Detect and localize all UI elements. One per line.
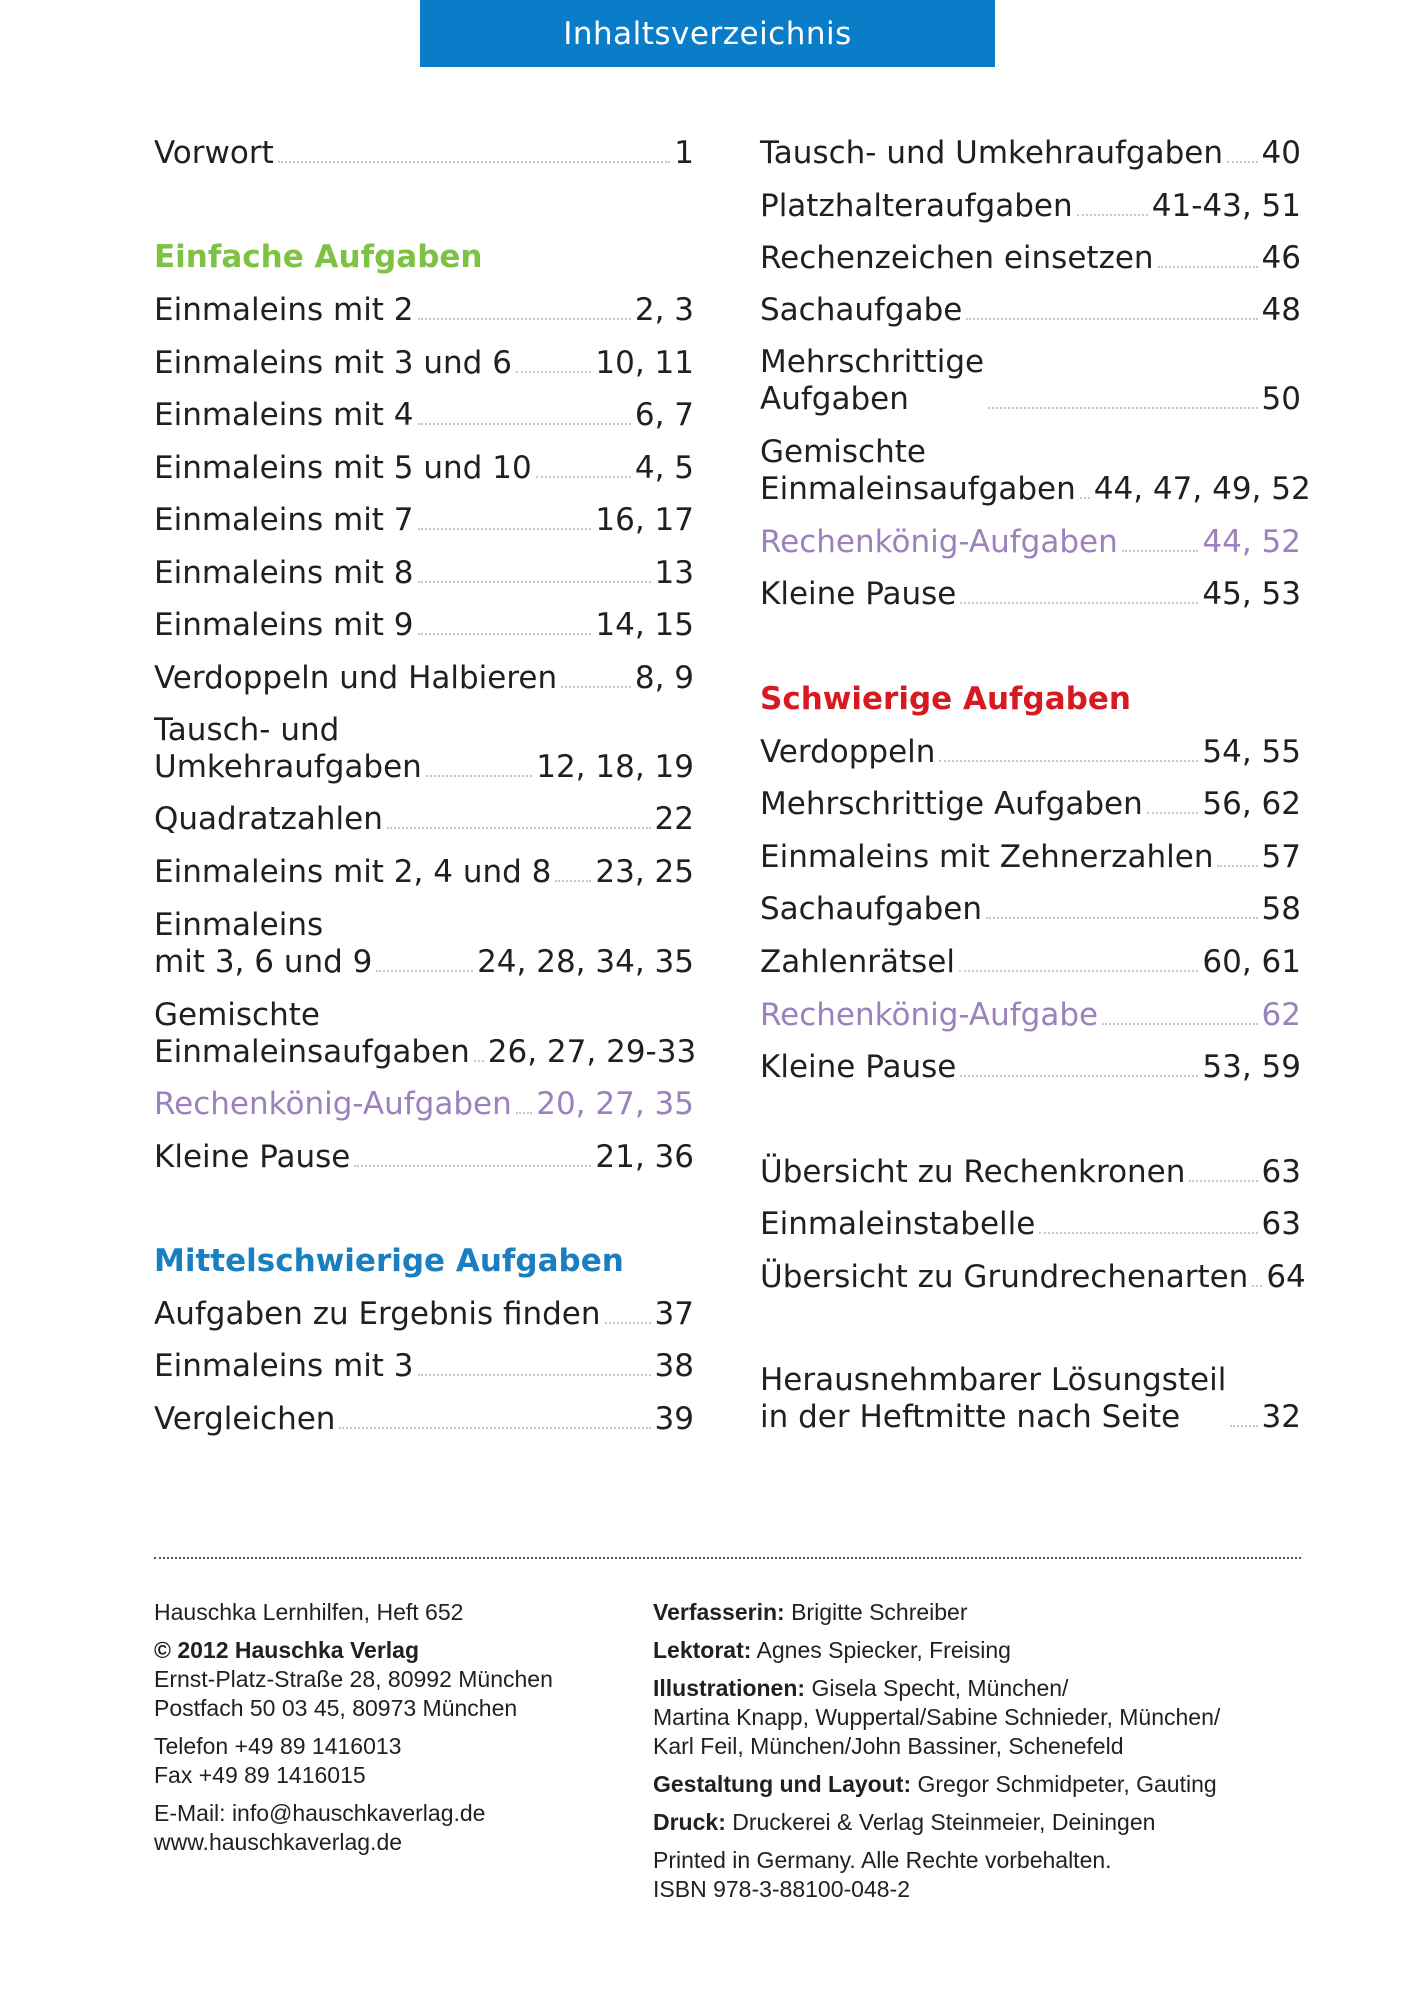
toc-entry-title: [154, 712, 422, 786]
dot-leader: [387, 827, 651, 829]
toc-entry-pages: 6, 7: [634, 397, 694, 433]
toc-entry-title-line: Rechenkönig-Aufgaben: [760, 524, 1118, 560]
toc-entry[interactable]: [154, 712, 694, 786]
toc-entry[interactable]: [760, 944, 1301, 981]
toc-entry[interactable]: [760, 786, 1301, 823]
footer-credits: [653, 1598, 1313, 1904]
toc-entry-pages: 24, 28, 34, 35: [477, 944, 694, 980]
credit-line: [653, 1770, 1313, 1799]
dot-leader: [1217, 865, 1257, 867]
toc-entry-pages: 32: [1261, 1399, 1301, 1435]
toc-entry[interactable]: [760, 240, 1301, 277]
footer-line: Hauschka Lernhilfen, Heft 652: [154, 1599, 464, 1625]
toc-entry[interactable]: [154, 660, 694, 697]
dot-leader: [278, 161, 671, 163]
page-title: Inhaltsverzeichnis: [563, 15, 852, 52]
toc-entry-title-line: Rechenzeichen einsetzen: [760, 240, 1154, 276]
toc-entry-pages: 46: [1261, 240, 1301, 276]
dot-leader: [1077, 214, 1148, 216]
toc-entry[interactable]: [154, 135, 694, 172]
toc-entry-title: [154, 907, 372, 981]
toc-entry-title-line: Einmaleins mit 8: [154, 555, 414, 591]
spacer: [653, 1761, 1313, 1770]
toc-entry-title-line: Vorwort: [154, 135, 274, 171]
credit-line: [653, 1636, 1313, 1665]
credit-line: [653, 1703, 1313, 1732]
credit-line: [653, 1598, 1313, 1627]
toc-entry-title-line: Einmaleinstabelle: [760, 1206, 1036, 1242]
toc-entry-title-line: Sachaufgabe: [760, 292, 963, 328]
spacer: [653, 1627, 1313, 1636]
toc-entry-title-line: Kleine Pause: [760, 576, 957, 612]
toc-entry-title: [154, 607, 414, 644]
toc-entry-title-line: Umkehraufgaben: [154, 749, 422, 785]
footer-line: Ernst-Platz-Straße 28, 80992 München: [154, 1666, 553, 1692]
toc-entry-pages: 57: [1261, 839, 1301, 875]
dot-leader: [376, 970, 473, 972]
dot-leader: [354, 1165, 591, 1167]
credit-label: Verfasserin:: [653, 1599, 785, 1625]
toc-entry-title-line: Zahlenrätsel: [760, 944, 955, 980]
dot-leader: [1189, 1180, 1257, 1182]
credit-line: [653, 1846, 1313, 1875]
toc-entry-pages: 10, 11: [595, 345, 694, 381]
toc-entry[interactable]: [760, 1362, 1301, 1436]
footer-line: Telefon +49 89 1416013: [154, 1733, 402, 1759]
toc-entry-pages: 23, 25: [595, 854, 694, 890]
toc-entry-title-line: Tausch- und: [154, 712, 340, 748]
dot-leader: [1080, 497, 1090, 499]
toc-entry[interactable]: [154, 502, 694, 539]
toc-entry-title: [154, 1086, 512, 1123]
toc-entry-pages: 26, 27, 29-33: [487, 1034, 697, 1070]
credit-value: Gisela Specht, München/: [811, 1675, 1069, 1701]
toc-entry-title-line: Einmaleins mit 9: [154, 607, 414, 643]
toc-entry-pages: 40: [1261, 135, 1301, 171]
dot-leader: [418, 581, 651, 583]
toc-entry-title-line: Übersicht zu Rechenkronen: [760, 1154, 1186, 1190]
toc-entry-title: [760, 786, 1143, 823]
dot-leader: [1230, 1425, 1257, 1427]
toc-entry-title-line: Verdoppeln: [760, 734, 936, 770]
spacer: [653, 1837, 1313, 1846]
toc-entry-title: [154, 801, 383, 838]
toc-entry-title-line: Rechenkönig-Aufgaben: [154, 1086, 512, 1122]
toc-entry-title: [760, 292, 962, 329]
toc-entry-title-line: in der Heftmitte nach Seite: [760, 1399, 1181, 1435]
toc-entry-title: [154, 450, 532, 487]
toc-entry[interactable]: [760, 576, 1301, 613]
toc-entry-title: [760, 944, 955, 981]
footer-publisher-info: [154, 1598, 634, 1857]
toc-entry-title: [760, 1259, 1248, 1296]
toc-entry-title-line: Einmaleins mit 3 und 6: [154, 345, 512, 381]
footer-divider: [154, 1557, 1301, 1559]
toc-entry-title-line: mit 3, 6 und 9: [154, 944, 373, 980]
toc-entry[interactable]: [154, 292, 694, 329]
toc-entry-title-line: Kleine Pause: [760, 1049, 957, 1085]
toc-entry-pages: 56, 62: [1202, 786, 1301, 822]
toc-entry-title-line: Rechenkönig-Aufgabe: [760, 997, 1099, 1033]
toc-entry[interactable]: [760, 997, 1301, 1034]
toc-entry-pages: 53, 59: [1202, 1049, 1301, 1085]
toc-entry[interactable]: [760, 135, 1301, 172]
toc-entry-pages: 20, 27, 35: [536, 1086, 694, 1122]
toc-entry[interactable]: [760, 1206, 1301, 1243]
toc-entry-pages: 48: [1261, 292, 1301, 328]
toc-entry[interactable]: [760, 734, 1301, 771]
credit-label: Lektorat:: [653, 1637, 752, 1663]
toc-entry-title: [760, 1049, 956, 1086]
toc-entry-pages: 13: [654, 555, 694, 591]
spacer: [154, 1790, 634, 1799]
toc-entry-title: [760, 734, 935, 771]
dot-leader: [960, 1075, 1198, 1077]
toc-entry-pages: 58: [1261, 891, 1301, 927]
footer-line: Fax +49 89 1416015: [154, 1762, 366, 1788]
toc-entry-title-line: Vergleichen: [154, 1401, 336, 1437]
toc-entry-title-line: Einmaleinsaufgaben: [154, 1034, 470, 1070]
toc-entry-title: [760, 997, 1098, 1034]
toc-entry-title-line: Aufgaben: [760, 381, 909, 417]
credit-value: Martina Knapp, Wuppertal/Sabine Schnieder, München/: [653, 1704, 1221, 1730]
toc-entry-pages: 22: [654, 801, 694, 837]
toc-entry-title-line: Einmaleins mit 5 und 10: [154, 450, 532, 486]
toc-entry-pages: 8, 9: [634, 660, 694, 696]
toc-entry-title-line: Einmaleins mit 2, 4 und 8: [154, 854, 552, 890]
toc-entry-title: [760, 1154, 1185, 1191]
toc-entry[interactable]: [154, 1086, 694, 1123]
toc-entry-title-line: Verdoppeln und Halbieren: [154, 660, 558, 696]
dot-leader: [418, 1374, 651, 1376]
toc-entry-title: [760, 344, 984, 418]
spacer: [154, 1723, 634, 1732]
spacer: [653, 1799, 1313, 1808]
credit-value: Gregor Schmidpeter, Gauting: [917, 1771, 1217, 1797]
credit-value: Brigitte Schreiber: [791, 1599, 968, 1625]
toc-entry-title: [154, 555, 414, 592]
footer-line: [154, 1636, 634, 1665]
toc-entry-title: [760, 524, 1118, 561]
toc-entry[interactable]: [154, 345, 694, 382]
dot-leader: [418, 318, 631, 320]
toc-entry[interactable]: [154, 1348, 694, 1385]
toc-entry-pages: 41-43, 51: [1151, 188, 1301, 224]
toc-entry[interactable]: [760, 1049, 1301, 1086]
toc-entry[interactable]: [154, 1139, 694, 1176]
dot-leader: [561, 686, 631, 688]
toc-entry[interactable]: [760, 1259, 1306, 1296]
toc-entry-pages: 50: [1261, 381, 1301, 417]
section-heading-schwierige-aufgaben: Schwierige Aufgaben: [760, 681, 1131, 717]
dot-leader: [960, 602, 1198, 604]
credit-label: Druck:: [653, 1809, 726, 1835]
toc-entry[interactable]: [154, 397, 694, 434]
toc-entry-title-line: Mehrschrittige Aufgaben: [760, 786, 1143, 822]
toc-entry-pages: 1: [674, 135, 694, 171]
spacer: [154, 1627, 634, 1636]
toc-entry-pages: 44, 52: [1202, 524, 1301, 560]
toc-entry-title-line: Einmaleinsaufgaben: [760, 471, 1076, 507]
toc-entry-pages: 37: [654, 1296, 694, 1332]
dot-leader: [605, 1322, 651, 1324]
toc-entry[interactable]: [154, 854, 694, 891]
toc-entry[interactable]: [760, 344, 1301, 418]
toc-entry[interactable]: [154, 1296, 694, 1333]
toc-entry-title: [154, 854, 551, 891]
toc-entry[interactable]: [154, 607, 694, 644]
toc-entry-pages: 14, 15: [595, 607, 694, 643]
toc-entry-title: [154, 1348, 414, 1385]
toc-entry-title: [154, 1139, 350, 1176]
credit-value: Karl Feil, München/John Bassiner, Schenefeld: [653, 1733, 1124, 1759]
credit-line: [653, 1674, 1313, 1703]
credit-line: [653, 1732, 1313, 1761]
toc-entry-title-line: Sachaufgaben: [760, 891, 982, 927]
toc-entry-title-line: Aufgaben zu Ergebnis finden: [154, 1296, 601, 1332]
toc-entry-pages: 39: [654, 1401, 694, 1437]
toc-entry-title: [760, 576, 956, 613]
credit-value: Druckerei & Verlag Steinmeier, Deiningen: [732, 1809, 1156, 1835]
toc-entry-title-line: Kleine Pause: [154, 1139, 351, 1175]
dot-leader: [959, 970, 1198, 972]
toc-entry-title: [154, 135, 274, 172]
toc-entry-title: [154, 660, 557, 697]
dot-leader: [1102, 1023, 1257, 1025]
toc-entry-title: [760, 839, 1213, 876]
dot-leader: [1122, 550, 1199, 552]
footer-line: Postfach 50 03 45, 80973 München: [154, 1695, 518, 1721]
dot-leader: [986, 917, 1258, 919]
dot-leader: [474, 1060, 484, 1062]
spacer: [653, 1665, 1313, 1674]
toc-entry-title-line: Mehrschrittige: [760, 344, 985, 380]
toc-entry-title: [760, 1362, 1226, 1436]
dot-leader: [516, 1112, 533, 1114]
toc-entry-pages: 21, 36: [595, 1139, 694, 1175]
dot-leader: [555, 880, 591, 882]
dot-leader: [339, 1427, 650, 1429]
toc-entry-title-line: Einmaleins: [154, 907, 324, 943]
toc-entry[interactable]: [760, 188, 1301, 225]
toc-entry-title-line: Tausch- und Umkehraufgaben: [760, 135, 1223, 171]
toc-entry-title: [154, 502, 414, 539]
dot-leader: [1158, 266, 1258, 268]
toc-entry-title: [760, 891, 982, 928]
toc-entry-title: [154, 1296, 601, 1333]
toc-entry[interactable]: [760, 1154, 1301, 1191]
toc-entry-title: [154, 292, 414, 329]
toc-entry-title: [760, 434, 1076, 508]
toc-entry-pages: 44, 47, 49, 52: [1093, 471, 1311, 507]
dot-leader: [426, 775, 532, 777]
dot-leader: [516, 371, 591, 373]
toc-entry-title-line: Gemischte: [760, 434, 926, 470]
toc-entry-pages: 4, 5: [634, 450, 694, 486]
credit-label: Illustrationen:: [653, 1675, 806, 1701]
toc-entry-pages: 45, 53: [1202, 576, 1301, 612]
section-heading-einfache-aufgaben: Einfache Aufgaben: [154, 239, 483, 275]
toc-entry-pages: 64: [1266, 1259, 1306, 1295]
toc-entry[interactable]: [154, 907, 694, 981]
toc-entry-title: [760, 1206, 1035, 1243]
toc-entry-title: [154, 1401, 335, 1438]
toc-entry[interactable]: [154, 801, 694, 838]
toc-entry[interactable]: [760, 839, 1301, 876]
header-bar: [420, 0, 995, 67]
toc-entry-pages: 12, 18, 19: [536, 749, 694, 785]
toc-entry-pages: 63: [1261, 1206, 1301, 1242]
dot-leader: [1252, 1285, 1262, 1287]
section-heading-mittelschwierige-aufgaben: Mittelschwierige Aufgaben: [154, 1243, 624, 1279]
dot-leader: [536, 476, 631, 478]
toc-entry-title-line: Herausnehmbarer Lösungsteil: [760, 1362, 1227, 1398]
credit-label: Gestaltung und Layout:: [653, 1771, 912, 1797]
toc-entry[interactable]: [760, 434, 1311, 508]
toc-entry[interactable]: [760, 524, 1301, 561]
toc-entry-title: [760, 240, 1154, 277]
toc-entry-pages: 38: [654, 1348, 694, 1384]
toc-entry-pages: 16, 17: [595, 502, 694, 538]
toc-entry[interactable]: [760, 292, 1301, 329]
dot-leader: [418, 633, 592, 635]
toc-entry-pages: 62: [1261, 997, 1301, 1033]
toc-entry-title-line: Gemischte: [154, 997, 320, 1033]
dot-leader: [966, 318, 1257, 320]
toc-entry-title: [154, 345, 512, 382]
email-link[interactable]: E-Mail: info@hauschkaverlag.de: [154, 1800, 486, 1826]
dot-leader: [418, 423, 631, 425]
toc-entry-title-line: Einmaleins mit 4: [154, 397, 414, 433]
dot-leader: [988, 407, 1257, 409]
toc-entry[interactable]: [154, 450, 694, 487]
toc-entry-title-line: Einmaleins mit 3: [154, 1348, 414, 1384]
dot-leader: [418, 528, 592, 530]
toc-entry-pages: 54, 55: [1202, 734, 1301, 770]
toc-entry-title-line: Einmaleins mit 7: [154, 502, 414, 538]
credit-line: [653, 1875, 1313, 1904]
credit-value: Agnes Spiecker, Freising: [756, 1637, 1011, 1663]
toc-entry-pages: 60, 61: [1202, 944, 1301, 980]
website-link[interactable]: www.hauschkaverlag.de: [154, 1829, 403, 1855]
toc-entry-title: [760, 188, 1073, 225]
toc-entry[interactable]: [154, 555, 694, 592]
toc-entry-title-line: Quadratzahlen: [154, 801, 383, 837]
toc-entry-title: [154, 997, 470, 1071]
toc-entry[interactable]: [154, 1401, 694, 1438]
toc-entry-pages: 2, 3: [634, 292, 694, 328]
dot-leader: [1147, 812, 1199, 814]
toc-entry-title-line: Einmaleins mit Zehnerzahlen: [760, 839, 1214, 875]
credit-value: ISBN 978-3-88100-048-2: [653, 1876, 910, 1902]
credit-line: [653, 1808, 1313, 1837]
toc-entry[interactable]: [760, 891, 1301, 928]
toc-entry-title: [154, 397, 414, 434]
publisher-name: © 2012 Hauschka Verlag: [154, 1637, 419, 1663]
credit-value: Printed in Germany. Alle Rechte vorbehalten.: [653, 1847, 1112, 1873]
dot-leader: [1039, 1232, 1257, 1234]
toc-entry-title-line: Übersicht zu Grundrechenarten: [760, 1259, 1249, 1295]
toc-entry[interactable]: [154, 997, 697, 1071]
toc-entry-title-line: Einmaleins mit 2: [154, 292, 414, 328]
toc-entry-title-line: Platzhalteraufgaben: [760, 188, 1073, 224]
toc-entry-title: [760, 135, 1223, 172]
toc-entry-pages: 63: [1261, 1154, 1301, 1190]
dot-leader: [1227, 161, 1258, 163]
dot-leader: [939, 760, 1198, 762]
